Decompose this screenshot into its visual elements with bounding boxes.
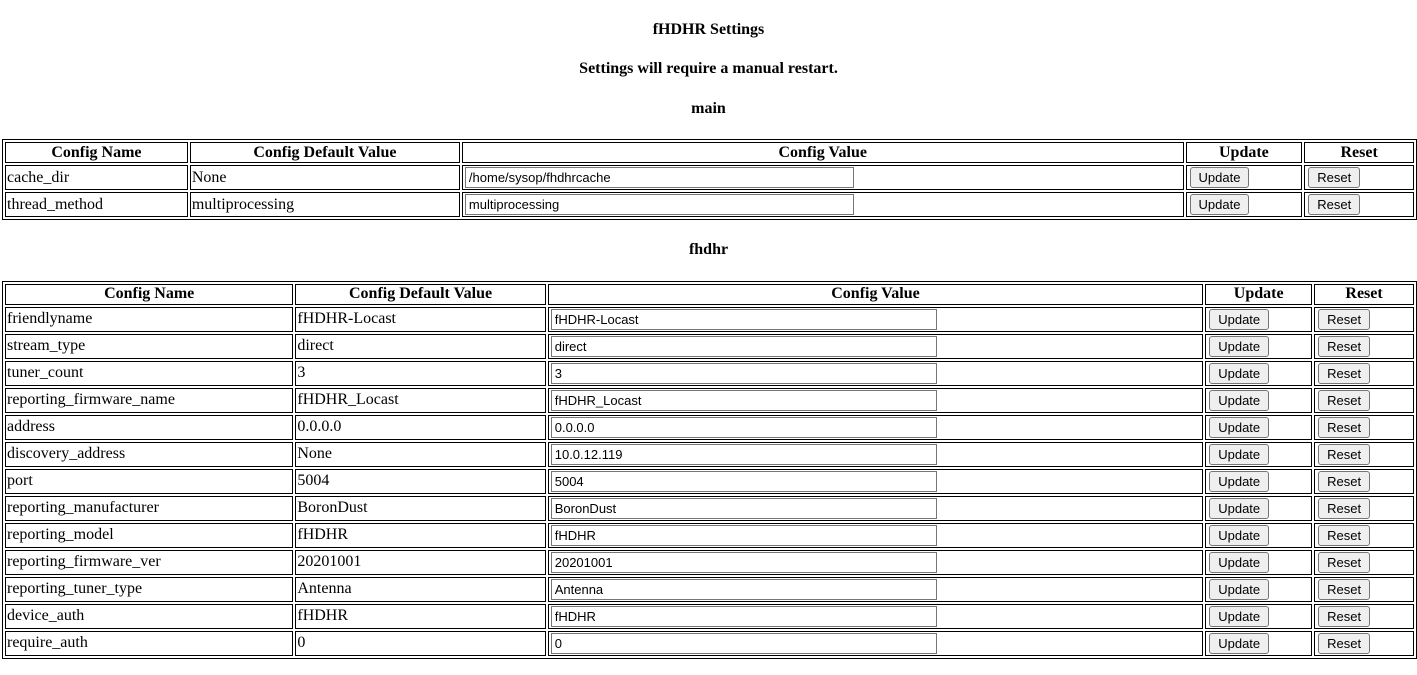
config-value-input[interactable] [465,167,854,188]
config-value-cell [548,469,1203,494]
config-value-cell [548,442,1203,467]
column-header-reset: Reset [1314,284,1414,305]
update-button[interactable]: Update [1190,167,1250,188]
config-value-input[interactable] [551,552,937,573]
update-button[interactable]: Update [1209,606,1269,627]
config-name-cell: reporting_firmware_ver [5,550,293,575]
reset-cell [1314,577,1414,602]
reset-cell [1314,307,1414,332]
config-value-input[interactable] [551,444,937,465]
config-value-input[interactable] [551,498,937,519]
reset-button[interactable]: Reset [1318,579,1370,600]
config-row [5,307,1414,332]
config-row [5,388,1414,413]
config-value-cell [548,388,1203,413]
config-name-cell: thread_method [5,192,188,217]
reset-cell [1314,334,1414,359]
config-value-input[interactable] [465,194,854,215]
column-header-config-name: Config Name [5,284,293,305]
update-button[interactable]: Update [1209,309,1269,330]
column-header-config-value: Config Value [548,284,1203,305]
reset-button[interactable]: Reset [1308,194,1360,215]
update-button[interactable]: Update [1209,579,1269,600]
config-row [5,496,1414,521]
reset-cell [1314,415,1414,440]
page-title: fHDHR Settings [652,21,765,38]
column-header-update: Update [1186,142,1303,163]
config-row [5,577,1414,602]
update-button[interactable]: Update [1209,525,1269,546]
config-value-cell [548,604,1203,629]
update-cell [1205,631,1312,656]
config-default-cell: BoronDust [295,496,545,521]
reset-button[interactable]: Reset [1318,444,1370,465]
config-table [2,139,1417,220]
config-value-cell [548,496,1203,521]
config-name-cell: cache_dir [5,165,188,190]
reset-cell [1314,523,1414,548]
config-name-cell: device_auth [5,604,293,629]
update-button[interactable]: Update [1209,390,1269,411]
config-default-cell: 20201001 [295,550,545,575]
update-button[interactable]: Update [1209,363,1269,384]
config-row [5,550,1414,575]
reset-button[interactable]: Reset [1318,390,1370,411]
reset-button[interactable]: Reset [1318,471,1370,492]
header-row [5,142,1414,163]
config-default-cell: 0.0.0.0 [295,415,545,440]
reset-cell [1304,165,1414,190]
config-value-input[interactable] [551,579,937,600]
reset-cell [1314,550,1414,575]
config-default-cell: None [295,442,545,467]
config-name-cell: require_auth [5,631,293,656]
config-default-cell: fHDHR_Locast [295,388,545,413]
config-section [2,241,1415,658]
reset-cell [1314,361,1414,386]
update-button[interactable]: Update [1209,417,1269,438]
config-row [5,415,1414,440]
config-row [5,334,1414,359]
config-value-cell [462,192,1184,217]
config-value-cell [548,550,1203,575]
config-name-cell: port [5,469,293,494]
reset-button[interactable]: Reset [1318,336,1370,357]
column-header-config-default-value: Config Default Value [295,284,545,305]
config-value-cell [548,361,1203,386]
update-cell [1205,334,1312,359]
config-row [5,361,1414,386]
config-name-cell: reporting_manufacturer [5,496,293,521]
config-row [5,165,1414,190]
config-default-cell: 0 [295,631,545,656]
config-name-cell: address [5,415,293,440]
config-default-cell: direct [295,334,545,359]
update-button[interactable]: Update [1209,498,1269,519]
config-name-cell: friendlyname [5,307,293,332]
config-default-cell: fHDHR [295,523,545,548]
config-row [5,469,1414,494]
config-value-input[interactable] [551,417,937,438]
update-cell [1205,469,1312,494]
config-name-cell: tuner_count [5,361,293,386]
config-row [5,442,1414,467]
reset-button[interactable]: Reset [1318,309,1370,330]
config-value-cell [548,577,1203,602]
config-value-input[interactable] [551,606,937,627]
reset-button[interactable]: Reset [1318,552,1370,573]
reset-button[interactable]: Reset [1318,525,1370,546]
update-button[interactable]: Update [1209,633,1269,654]
update-cell [1205,388,1312,413]
column-header-config-value: Config Value [462,142,1184,163]
update-button[interactable]: Update [1209,336,1269,357]
config-value-cell [548,523,1203,548]
config-default-cell: fHDHR [295,604,545,629]
config-name-cell: reporting_firmware_name [5,388,293,413]
section-heading: main [691,99,726,117]
config-name-cell: stream_type [5,334,293,359]
config-name-cell: reporting_tuner_type [5,577,293,602]
reset-button[interactable]: Reset [1318,498,1370,519]
config-table-body [5,165,1414,217]
update-cell [1205,307,1312,332]
config-value-cell [548,631,1203,656]
update-cell [1205,442,1312,467]
config-value-input[interactable] [551,309,937,330]
config-row [5,192,1414,217]
update-cell [1205,523,1312,548]
column-header-update: Update [1205,284,1312,305]
config-value-input[interactable] [551,633,937,654]
column-header-reset: Reset [1304,142,1414,163]
update-cell [1205,415,1312,440]
column-header-config-name: Config Name [5,142,188,163]
reset-cell [1314,631,1414,656]
config-value-input[interactable] [551,390,937,411]
config-default-cell: Antenna [295,577,545,602]
update-cell [1205,496,1312,521]
config-default-cell: 3 [295,361,545,386]
reset-cell [1314,496,1414,521]
config-default-cell: fHDHR-Locast [295,307,545,332]
config-default-cell: None [190,165,460,190]
config-value-input[interactable] [551,363,937,384]
config-table [2,281,1417,659]
update-cell [1186,192,1303,217]
update-button[interactable]: Update [1209,471,1269,492]
config-name-cell: discovery_address [5,442,293,467]
reset-cell [1314,469,1414,494]
config-default-cell: multiprocessing [190,192,460,217]
reset-button[interactable]: Reset [1308,167,1360,188]
reset-cell [1314,604,1414,629]
update-cell [1205,604,1312,629]
config-sections-container [2,100,1415,659]
config-value-input[interactable] [551,471,937,492]
reset-button[interactable]: Reset [1318,633,1370,654]
config-row [5,523,1414,548]
settings-page [2,21,1415,659]
config-name-cell: reporting_model [5,523,293,548]
config-value-cell [548,307,1203,332]
update-cell [1205,361,1312,386]
column-header-config-default-value: Config Default Value [190,142,460,163]
restart-notice: Settings will require a manual restart. [579,60,838,78]
reset-button[interactable]: Reset [1318,417,1370,438]
config-default-cell: 5004 [295,469,545,494]
section-heading: fhdhr [688,241,729,259]
config-table-body [5,307,1414,656]
update-cell [1186,165,1303,190]
reset-cell [1304,192,1414,217]
header-row [5,284,1414,305]
update-button[interactable]: Update [1209,444,1269,465]
config-value-cell [462,165,1184,190]
config-section [2,100,1415,220]
reset-button[interactable]: Reset [1318,606,1370,627]
reset-cell [1314,442,1414,467]
update-button[interactable]: Update [1190,194,1250,215]
config-value-cell [548,334,1203,359]
config-value-input[interactable] [551,336,937,357]
update-cell [1205,550,1312,575]
reset-button[interactable]: Reset [1318,363,1370,384]
update-cell [1205,577,1312,602]
config-row [5,631,1414,656]
reset-cell [1314,388,1414,413]
update-button[interactable]: Update [1209,552,1269,573]
config-value-input[interactable] [551,525,937,546]
config-value-cell [548,415,1203,440]
config-row [5,604,1414,629]
